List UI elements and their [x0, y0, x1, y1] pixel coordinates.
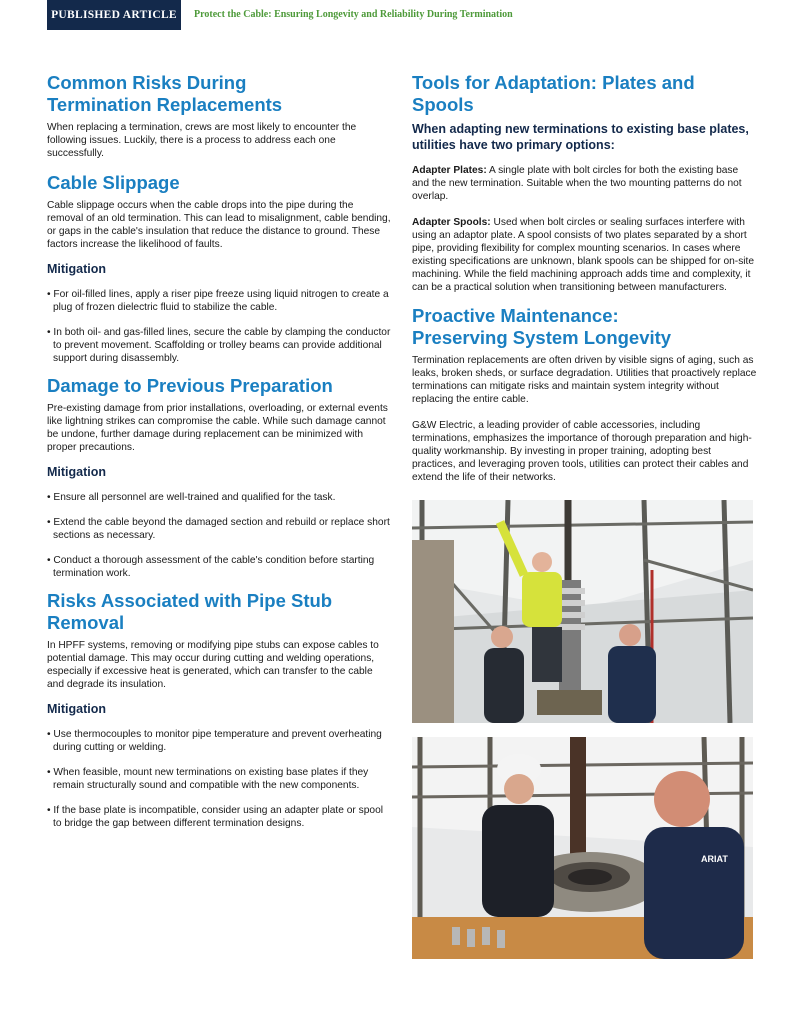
pipe-stub-title: Risks Associated with Pipe Stub Removal [47, 590, 333, 633]
tools-subtitle: When adapting new terminations to existing base plates, utilities have two primary options: [412, 122, 749, 152]
cable-slippage-body: Cable slippage occurs when the cable drops into the pipe during the removal of an old termination. This can lead to misalignment, cable bending, or gaps in the cable's insulation that reduce the distance to ground. These factors increase the likelihood of faults. [47, 200, 391, 250]
common-risks-body: When replacing a termination, crews are most likely to encounter the following issues. Luckily, there is a process to address each one successfully. [47, 122, 357, 159]
proactive-body-1: Termination replacements are often driven by visible signs of aging, such as leaks, broken sheds, or surface degradation. Utilities that proactively replace terminations can mitigate risks and maintain system integrity without replacing the entire cable. [412, 355, 757, 405]
adapter-spools-paragraph: Adapter Spools: Used when bolt circles or sealing surfaces interfere with using an adaptor plate. A spool consists of two plates separated by a short pipe, providing flexibility for complex mounting scenarios. In cases where existing specifications are unknown, blank spools can be shipped for on-site machining. While the field machining approach adds time and complexity, it can be a practical solution when transitioning between manufacturers. [412, 217, 755, 293]
list-item: • For oil-filled lines, apply a riser pipe freeze using liquid nitrogen to create a plug of frozen dielectric fluid to stabilize the cable. [47, 289, 389, 313]
article-subtitle: Protect the Cable: Ensuring Longevity and Reliability During Termination [194, 9, 513, 20]
list-item: • Conduct a thorough assessment of the cable's condition before starting termination work. [47, 555, 375, 579]
list-item: • If the base plate is incompatible, consider using an adapter plate or spool to bridge the gap between different termination designs. [47, 805, 383, 829]
list-item: • Use thermocouples to monitor pipe temperature and prevent overheating during cutting or welding. [47, 729, 382, 753]
proactive-title: Proactive Maintenance: Preserving System Longevity [412, 305, 672, 348]
cable-slippage-title: Cable Slippage [47, 172, 180, 193]
tools-title: Tools for Adaptation: Plates and Spools [412, 72, 695, 115]
common-risks-title: Common Risks During Termination Replacements [47, 72, 283, 115]
adapter-spools-label: Adapter Spools: [412, 217, 491, 228]
list-item: • In both oil- and gas-filled lines, secure the cable by clamping the conductor to prevent movement. Scaffolding or trolley beams can provide additional support during disassembly. [47, 327, 391, 364]
pipe-stub-body: In HPFF systems, removing or modifying pipe stubs can expose cables to potential damage. This may occur during cutting and welding operations, especially if excessive heat is generated, which can transfer to the cable and degrade its insulation. [47, 640, 379, 690]
adapter-plates-paragraph: Adapter Plates: A single plate with bolt circles for both the existing base and the new termination. Suitable when the two mounting patterns do not overlap. [412, 165, 742, 202]
damage-mitigation-title: Mitigation [47, 465, 107, 479]
published-article-badge: PUBLISHED ARTICLE [47, 0, 181, 30]
left-column [47, 72, 392, 830]
damage-title: Damage to Previous Preparation [47, 375, 333, 396]
shirt-logo-text: ARIAT [701, 854, 728, 864]
list-item: • When feasible, mount new terminations on existing base plates if they remain structurally sound and compatible with the new components. [47, 767, 369, 791]
damage-body: Pre-existing damage from prior installations, overloading, or external events like lightning strikes can compromise the cable. While such damage cannot be undone, further damage during replacement can be minimized with proper precautions. [47, 403, 388, 453]
proactive-body-2: G&W Electric, a leading provider of cable accessories, including terminations, emphasizes the importance of thorough preparation and high-quality workmanship. By investing in proper training, adopting best practices, and leveraging proven tools, utilities can protect their cables and extend the life of their networks. [412, 420, 752, 483]
pipe-stub-mitigation-title: Mitigation [47, 702, 107, 716]
adapter-plates-label: Adapter Plates: [412, 165, 487, 176]
cable-slippage-mitigation-title: Mitigation [47, 262, 107, 276]
right-column [412, 72, 757, 484]
termination-work-photo-1 [412, 500, 753, 723]
list-item: • Ensure all personnel are well-trained and qualified for the task. [47, 492, 336, 503]
list-item: • Extend the cable beyond the damaged section and rebuild or replace short sections as necessary. [47, 517, 390, 541]
termination-work-photo-2 [412, 737, 753, 959]
